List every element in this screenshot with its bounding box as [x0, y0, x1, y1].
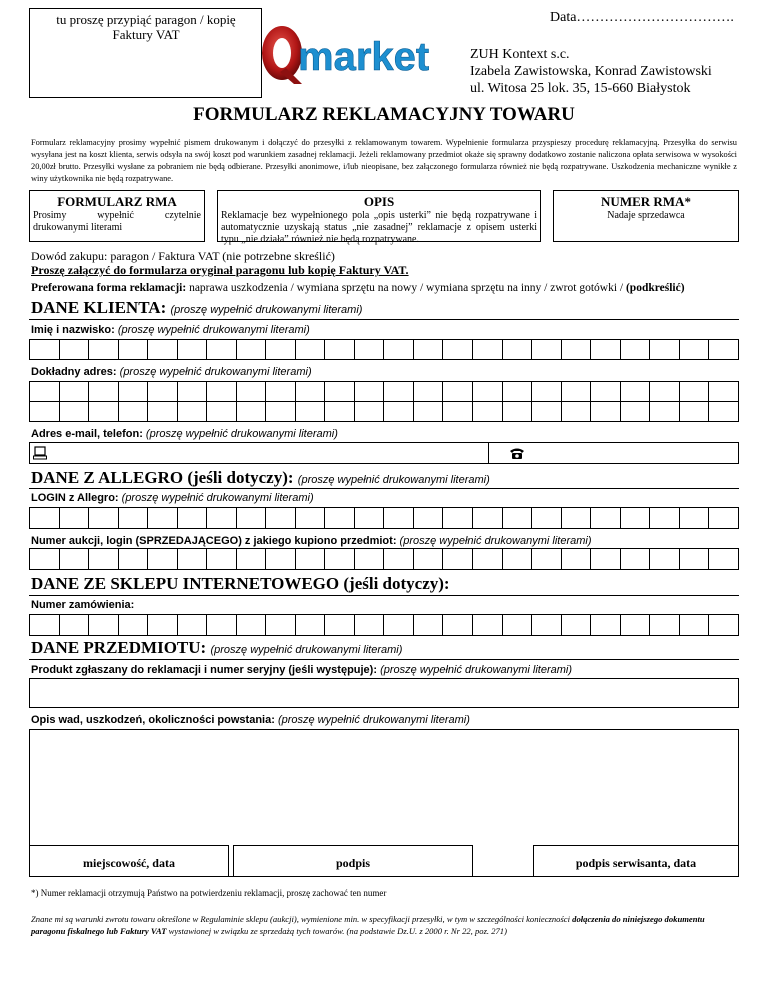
letter-cell[interactable] — [472, 548, 503, 570]
letter-cell[interactable] — [531, 339, 562, 360]
legal-text-a: Znane mi są warunki zwrotu towaru określone w Regulaminie sklepu (aukcji), wymienione min. w specyfikacji przesyłki, w tym w szczególności konieczności — [31, 914, 573, 924]
letter-cell[interactable] — [442, 381, 473, 402]
letter-cell[interactable] — [324, 339, 355, 360]
intro-text: Formularz reklamacyjny prosimy wypełnić pismem drukowanym i dołączyć do przesyłki z reklamowanym towarem. Wypełnienie formularza przyspieszy procedurę reklamacyjną. Przesyłka do serwisu wysyłana jest na koszt klienta, serwis odsyła na swój koszt pod warunkiem zasadnej reklamacji. Jeżeli reklamowany przedmiot okaże się sprawny dodatkowo zostanie naliczona opłata serwisowa w wysokości 20,00zł brutto. Przesyłki wysłane za pobraniem nie będą odbierane. Przesyłki anonimowe, i/lub nieopisane, bez załączonego formularza również nie będą rozpatrywane. Uszkodzenia mechaniczne wynikłe z winy użytkownika nie będą rozpatrywane. — [31, 138, 737, 183]
letter-cell[interactable] — [708, 507, 739, 529]
letter-cell[interactable] — [708, 381, 739, 402]
letter-cell[interactable] — [118, 381, 149, 402]
letter-cell[interactable] — [708, 614, 739, 636]
preferred-form — [31, 282, 685, 294]
letter-cell[interactable] — [177, 381, 208, 402]
opis-text: Reklamacje bez wypełnionego pola „opis usterki” nie będą rozpatrywane i automatycznie uzyskają status „nie zasadnej” reklamacje z opisem usterki typu „nie działa” również nie będą rozpatrywane. — [221, 210, 537, 245]
letter-cell[interactable] — [59, 381, 90, 402]
numer-box — [553, 190, 739, 242]
letter-cell[interactable] — [531, 381, 562, 402]
letter-cell[interactable] — [177, 339, 208, 360]
letter-cell[interactable] — [147, 548, 178, 570]
letter-cell[interactable] — [472, 381, 503, 402]
allegro-login-grid[interactable] — [29, 507, 739, 529]
auction-grid[interactable] — [29, 548, 739, 570]
letter-cell[interactable] — [442, 507, 473, 529]
letter-cell[interactable] — [502, 548, 533, 570]
letter-cell[interactable] — [177, 614, 208, 636]
letter-cell[interactable] — [679, 401, 710, 422]
letter-cell[interactable] — [236, 507, 267, 529]
letter-cell[interactable] — [206, 614, 237, 636]
letter-cell[interactable] — [679, 339, 710, 360]
letter-cell[interactable] — [531, 401, 562, 422]
letter-cell[interactable] — [502, 381, 533, 402]
proof-of-purchase: Dowód zakupu: paragon / Faktura VAT (nie potrzebne skreślić) — [31, 249, 335, 263]
date-label: Data……………………………. — [550, 10, 734, 25]
place-date-label: miejscowość, data — [83, 856, 175, 870]
product-field[interactable] — [29, 678, 739, 708]
letter-cell[interactable] — [206, 339, 237, 360]
letter-cell[interactable] — [236, 339, 267, 360]
preferred-end: (podkreślić) — [625, 282, 685, 294]
defects-label: Opis wad, uszkodzeń, okoliczności powstania: (proszę wypełnić drukowanymi literami) — [31, 714, 470, 726]
letter-cell[interactable] — [177, 507, 208, 529]
rma-text: Prosimy wypełnić czytelnie drukowanymi literami — [33, 210, 201, 233]
preferred-options: naprawa uszkodzenia / wymiana sprzętu na nowy / wymiana sprzętu na inny / zwrot gotówki / — [186, 282, 626, 294]
letter-cell[interactable] — [265, 614, 296, 636]
letter-cell[interactable] — [620, 339, 651, 360]
letter-cell[interactable] — [649, 548, 680, 570]
letter-cell[interactable] — [88, 401, 119, 422]
page-title: FORMULARZ REKLAMACYJNY TOWARU — [193, 104, 575, 125]
letter-cell[interactable] — [354, 339, 385, 360]
signature-label: podpis — [335, 856, 371, 870]
letter-cell[interactable] — [472, 614, 503, 636]
letter-cell[interactable] — [324, 401, 355, 422]
letter-cell[interactable] — [354, 381, 385, 402]
letter-cell[interactable] — [265, 339, 296, 360]
letter-cell[interactable] — [590, 548, 621, 570]
letter-cell[interactable] — [472, 401, 503, 422]
legal-text — [31, 913, 737, 937]
telephone-icon — [509, 446, 525, 465]
letter-cell[interactable] — [324, 507, 355, 529]
letter-cell[interactable] — [679, 548, 710, 570]
letter-cell[interactable] — [354, 614, 385, 636]
letter-cell[interactable] — [679, 614, 710, 636]
phone-field[interactable] — [488, 442, 739, 464]
letter-cell[interactable] — [88, 507, 119, 529]
letter-cell[interactable] — [88, 548, 119, 570]
letter-cell[interactable] — [177, 401, 208, 422]
letter-cell[interactable] — [265, 401, 296, 422]
rma-title: FORMULARZ RMA — [57, 194, 177, 209]
logo — [258, 18, 448, 88]
letter-cell[interactable] — [206, 548, 237, 570]
letter-cell[interactable] — [590, 381, 621, 402]
letter-cell[interactable] — [295, 614, 326, 636]
letter-cell[interactable] — [708, 548, 739, 570]
address-grid-1[interactable] — [29, 381, 739, 402]
letter-cell[interactable] — [620, 507, 651, 529]
letter-cell[interactable] — [147, 401, 178, 422]
opis-box — [217, 190, 541, 245]
letter-cell[interactable] — [649, 507, 680, 529]
letter-cell[interactable] — [561, 401, 592, 422]
letter-cell[interactable] — [324, 381, 355, 402]
letter-cell[interactable] — [324, 548, 355, 570]
letter-cell[interactable] — [29, 507, 60, 529]
letter-cell[interactable] — [295, 401, 326, 422]
letter-cell[interactable] — [29, 339, 60, 360]
letter-cell[interactable] — [561, 548, 592, 570]
letter-cell[interactable] — [413, 401, 444, 422]
letter-cell[interactable] — [649, 401, 680, 422]
letter-cell[interactable] — [147, 381, 178, 402]
letter-cell[interactable] — [531, 507, 562, 529]
letter-cell[interactable] — [147, 507, 178, 529]
receipt-attach-box — [29, 8, 262, 98]
letter-cell[interactable] — [29, 548, 60, 570]
letter-cell[interactable] — [295, 548, 326, 570]
letter-cell[interactable] — [118, 401, 149, 422]
letter-cell[interactable] — [620, 548, 651, 570]
service-signature-box[interactable] — [533, 845, 739, 877]
letter-cell[interactable] — [502, 339, 533, 360]
email-field[interactable] — [29, 442, 489, 464]
opis-title: OPIS — [363, 194, 395, 209]
preferred-label: Preferowana forma reklamacji: — [31, 282, 187, 294]
logo-text: market — [298, 35, 430, 79]
letter-cell[interactable] — [236, 401, 267, 422]
order-number-grid[interactable] — [29, 614, 739, 636]
letter-cell[interactable] — [59, 548, 90, 570]
letter-cell[interactable] — [383, 381, 414, 402]
shop-section-title: DANE ZE SKLEPU INTERNETOWEGO (jeśli dotyczy): — [31, 574, 450, 593]
letter-cell[interactable] — [649, 614, 680, 636]
letter-cell[interactable] — [590, 401, 621, 422]
contact-label: Adres e-mail, telefon: (proszę wypełnić drukowanymi literami) — [31, 428, 338, 440]
letter-cell[interactable] — [206, 507, 237, 529]
letter-cell[interactable] — [354, 548, 385, 570]
item-section-title: DANE PRZEDMIOTU: (proszę wypełnić drukowanymi literami) — [31, 638, 403, 657]
letter-cell[interactable] — [147, 614, 178, 636]
letter-cell[interactable] — [472, 507, 503, 529]
client-section-title: DANE KLIENTA: (proszę wypełnić drukowanymi literami) — [31, 298, 363, 317]
letter-cell[interactable] — [413, 614, 444, 636]
company-name: ZUH Kontext s.c. — [470, 47, 570, 62]
service-signature-label: podpis serwisanta, data — [575, 856, 697, 870]
letter-cell[interactable] — [29, 381, 60, 402]
letter-cell[interactable] — [620, 381, 651, 402]
letter-cell[interactable] — [59, 507, 90, 529]
letter-cell[interactable] — [442, 614, 473, 636]
letter-cell[interactable] — [442, 401, 473, 422]
letter-cell[interactable] — [383, 401, 414, 422]
letter-cell[interactable] — [59, 339, 90, 360]
letter-cell[interactable] — [679, 507, 710, 529]
auction-label: Numer aukcji, login (SPRZEDAJĄCEGO) z jakiego kupiono przedmiot: (proszę wypełnić drukowanymi literami) — [31, 535, 592, 547]
letter-cell[interactable] — [118, 339, 149, 360]
name-label: Imię i nazwisko: (proszę wypełnić drukowanymi literami) — [31, 324, 310, 336]
legal-text-c: wystawionej w związku ze sprzedażą tych towarów. (na podstawie Dz.U. z 2000 r. Nr 22, poz. 271) — [166, 926, 507, 936]
company-owners: Izabela Zawistowska, Konrad Zawistowski — [470, 64, 712, 79]
letter-cell[interactable] — [502, 507, 533, 529]
numer-text: Nadaje sprzedawca — [607, 210, 685, 221]
place-date-box[interactable] — [29, 845, 229, 877]
letter-cell[interactable] — [295, 339, 326, 360]
letter-cell[interactable] — [531, 548, 562, 570]
letter-cell[interactable] — [118, 614, 149, 636]
letter-cell[interactable] — [502, 614, 533, 636]
signature-box[interactable] — [233, 845, 473, 877]
letter-cell[interactable] — [590, 507, 621, 529]
letter-cell[interactable] — [472, 339, 503, 360]
letter-cell[interactable] — [708, 401, 739, 422]
letter-cell[interactable] — [265, 548, 296, 570]
allegro-section-title: DANE Z ALLEGRO (jeśli dotyczy): (proszę wypełnić drukowanymi literami) — [31, 468, 490, 487]
letter-cell[interactable] — [620, 401, 651, 422]
letter-cell[interactable] — [206, 401, 237, 422]
letter-cell[interactable] — [354, 401, 385, 422]
letter-cell[interactable] — [413, 381, 444, 402]
letter-cell[interactable] — [324, 614, 355, 636]
letter-cell[interactable] — [236, 548, 267, 570]
letter-cell[interactable] — [59, 401, 90, 422]
computer-icon — [33, 446, 47, 465]
receipt-note: tu proszę przypiąć paragon / kopię Faktury VAT — [56, 12, 236, 42]
letter-cell[interactable] — [561, 614, 592, 636]
letter-cell[interactable] — [236, 381, 267, 402]
letter-cell[interactable] — [590, 614, 621, 636]
footnote: *) Numer reklamacji otrzymują Państwo na potwierdzeniu reklamacji, proszę zachować ten numer — [31, 888, 387, 898]
company-block — [470, 46, 712, 97]
letter-cell[interactable] — [295, 381, 326, 402]
letter-cell[interactable] — [620, 614, 651, 636]
letter-cell[interactable] — [206, 381, 237, 402]
letter-cell[interactable] — [413, 507, 444, 529]
letter-cell[interactable] — [561, 381, 592, 402]
letter-cell[interactable] — [118, 507, 149, 529]
name-grid[interactable] — [29, 339, 739, 360]
letter-cell[interactable] — [236, 614, 267, 636]
letter-cell[interactable] — [561, 339, 592, 360]
letter-cell[interactable] — [531, 614, 562, 636]
letter-cell[interactable] — [383, 614, 414, 636]
letter-cell[interactable] — [590, 339, 621, 360]
letter-cell[interactable] — [118, 548, 149, 570]
letter-cell[interactable] — [265, 507, 296, 529]
numer-title: NUMER RMA* — [601, 194, 691, 209]
letter-cell[interactable] — [413, 548, 444, 570]
product-label: Produkt zgłaszany do reklamacji i numer seryjny (jeśli występuje): (proszę wypełnić drukowanymi literami) — [31, 664, 573, 676]
letter-cell[interactable] — [295, 507, 326, 529]
letter-cell[interactable] — [265, 381, 296, 402]
address-grid-2[interactable] — [29, 401, 739, 422]
letter-cell[interactable] — [383, 339, 414, 360]
letter-cell[interactable] — [679, 381, 710, 402]
letter-cell[interactable] — [649, 339, 680, 360]
letter-cell[interactable] — [442, 548, 473, 570]
letter-cell[interactable] — [383, 548, 414, 570]
letter-cell[interactable] — [383, 507, 414, 529]
allegro-login-label: LOGIN z Allegro: (proszę wypełnić drukowanymi literami) — [31, 492, 314, 504]
letter-cell[interactable] — [442, 339, 473, 360]
letter-cell[interactable] — [649, 381, 680, 402]
letter-cell[interactable] — [413, 339, 444, 360]
letter-cell[interactable] — [29, 614, 60, 636]
letter-cell[interactable] — [29, 401, 60, 422]
company-address: ul. Witosa 25 lok. 35, 15-660 Białystok — [470, 81, 691, 96]
legal-text-bold: dołączenia do niniejszego dokumentu paragonu fiskalnego lub Faktury VAT — [31, 914, 705, 936]
letter-cell[interactable] — [354, 507, 385, 529]
letter-cell[interactable] — [561, 507, 592, 529]
attach-instruction: Proszę załączyć do formularza oryginał paragonu lub kopię Faktury VAT. — [31, 263, 409, 277]
letter-cell[interactable] — [88, 614, 119, 636]
letter-cell[interactable] — [708, 339, 739, 360]
letter-cell[interactable] — [88, 339, 119, 360]
rma-box — [29, 190, 205, 242]
letter-cell[interactable] — [177, 548, 208, 570]
letter-cell[interactable] — [502, 401, 533, 422]
address-label: Dokładny adres: (proszę wypełnić drukowanymi literami) — [31, 366, 312, 378]
letter-cell[interactable] — [88, 381, 119, 402]
letter-cell[interactable] — [59, 614, 90, 636]
letter-cell[interactable] — [147, 339, 178, 360]
order-number-label: Numer zamówienia: — [31, 599, 135, 611]
